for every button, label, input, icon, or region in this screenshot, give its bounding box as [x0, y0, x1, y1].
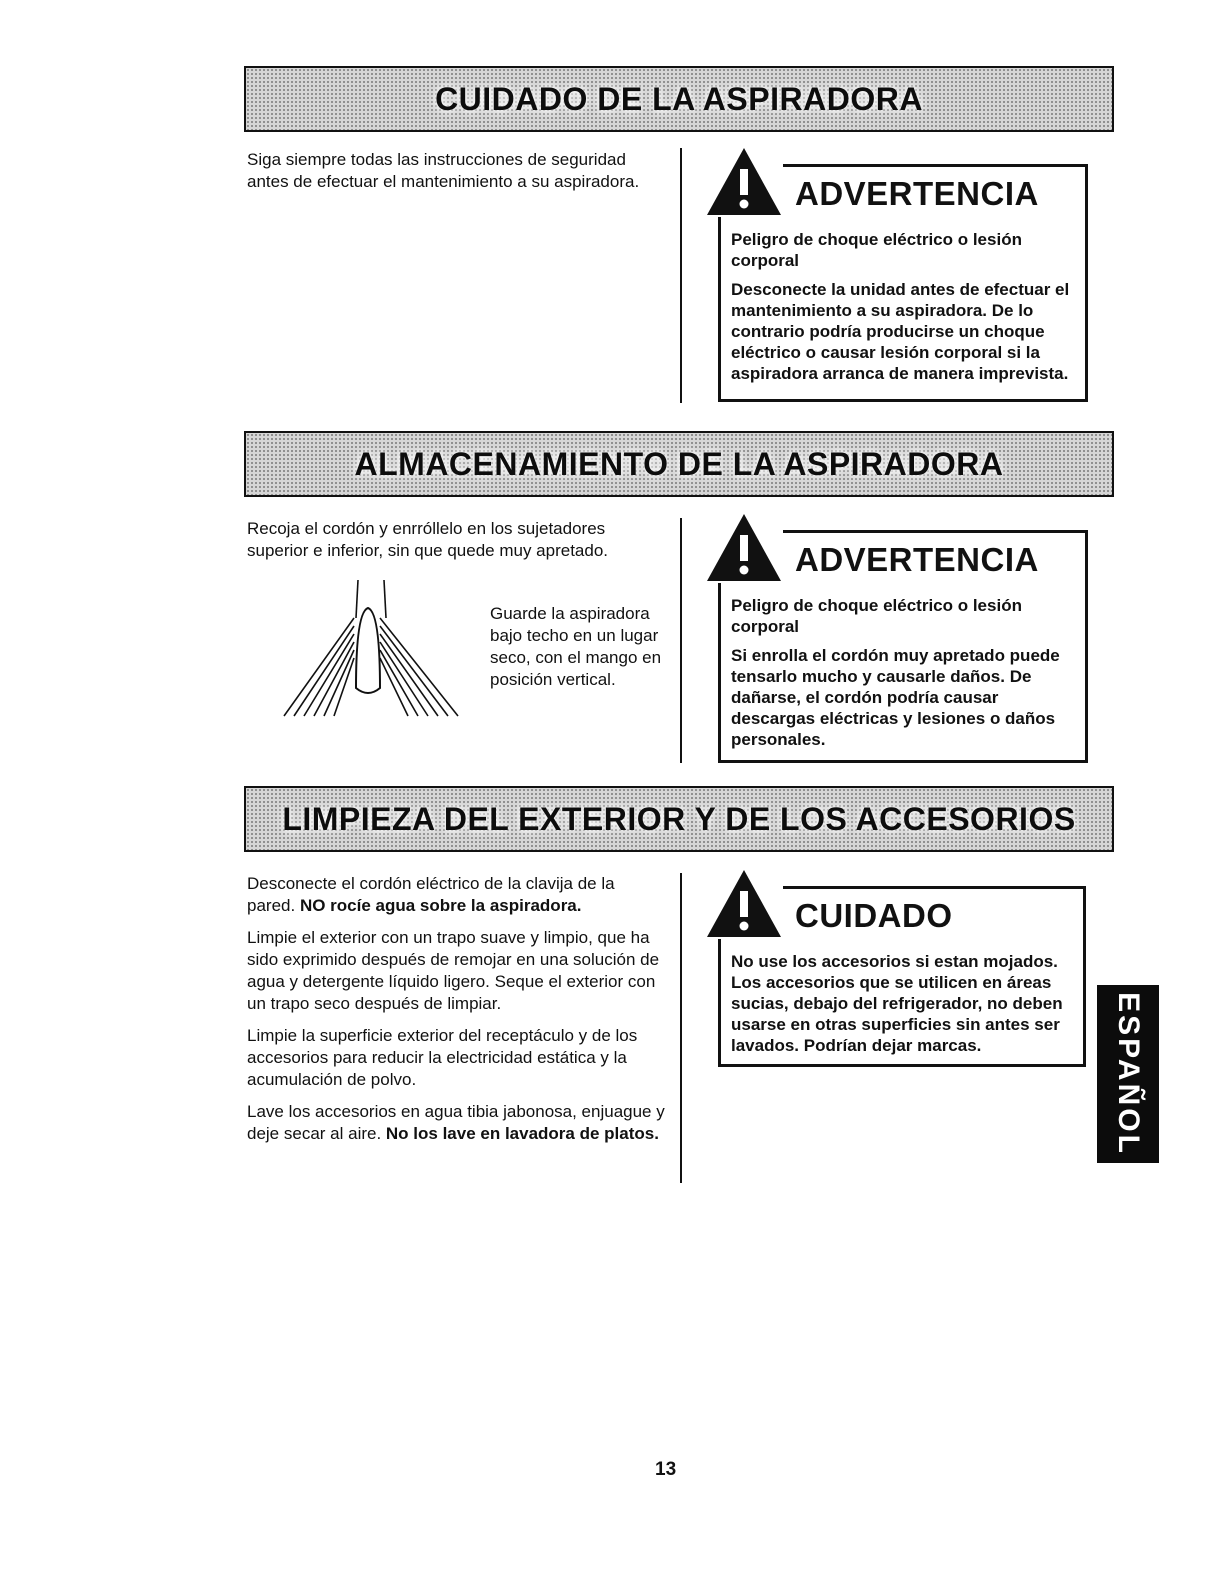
- cord-wrapped-handle-illustration: [276, 578, 466, 720]
- paragraph-emphasis: No los lave en lavadora de platos.: [385, 1124, 659, 1143]
- cleaning-paragraph-2: Limpie el exterior con un trapo suave y limpio, que ha sido exprimido después de remojar en una solución de agua y detergente líquido ligero. Seque el exterior con un trapo seco después de limpiar.: [247, 928, 660, 1013]
- caution-heading: CUIDADO: [795, 897, 953, 934]
- warning-body: [731, 595, 1075, 758]
- caution-body: [731, 951, 1073, 1064]
- language-side-tab: [1097, 985, 1159, 1163]
- section-banner-limpieza: [244, 786, 1114, 852]
- warning-box: [718, 530, 1088, 763]
- section-title: ALMACENAMIENTO DE LA ASPIRADORA: [354, 445, 1004, 482]
- intro-text: Recoja el cordón y enrróllelo en los sujetadores superior e inferior, sin que quede muy apretado.: [247, 519, 609, 560]
- column-divider: [680, 873, 682, 1183]
- cleaning-paragraph-1: [247, 873, 667, 917]
- warning-text: Si enrolla el cordón muy apretado puede tensarlo mucho y causarle daños. De dañarse, el cordón podría causar descargas eléctricas y lesiones o daños personales.: [731, 646, 1060, 749]
- cleaning-paragraph-3: Limpie la superficie exterior del receptáculo y de los accesorios para reducir la electricidad estática y la acumulación de polvo.: [247, 1026, 638, 1089]
- paragraph-text: Lave los accesorios en agua tibia jabonosa, enjuague y deje secar al aire.: [247, 1102, 665, 1143]
- section-banner-almacenamiento: [244, 431, 1114, 497]
- warning-box: [718, 164, 1088, 402]
- section-banner-cuidado: [244, 66, 1114, 132]
- cleaning-instructions: [247, 873, 667, 1155]
- warning-heading: ADVERTENCIA: [795, 175, 1039, 212]
- cleaning-paragraph-4: [247, 1101, 667, 1145]
- storage-note: [490, 603, 665, 701]
- intro-text: Siga siempre todas las instrucciones de seguridad antes de efectuar el mantenimiento a su aspiradora.: [247, 150, 640, 191]
- warning-triangle-icon: [705, 145, 783, 217]
- warning-heading: ADVERTENCIA: [795, 541, 1039, 578]
- caution-box: [718, 886, 1086, 1067]
- language-label: ESPAÑOL: [1112, 992, 1146, 1156]
- warning-text: Desconecte la unidad antes de efectuar el mantenimiento a su aspiradora. De lo contrario podría producirse un choque eléctrico o causar lesión corporal si la aspiradora arranca de manera imprevista.: [731, 280, 1070, 383]
- warning-subtitle: Peligro de choque eléctrico o lesión corporal: [731, 230, 1022, 270]
- column-divider: [680, 518, 682, 763]
- page-number: 13: [655, 1459, 677, 1480]
- section-intro: [247, 149, 667, 203]
- section-intro: [247, 518, 667, 572]
- section-title: CUIDADO DE LA ASPIRADORA: [435, 80, 923, 117]
- warning-triangle-icon: [705, 867, 783, 939]
- paragraph-text: Desconecte el cordón eléctrico de la clavija de la pared.: [247, 874, 615, 915]
- caution-text: No use los accesorios si estan mojados. Los accesorios que se utilicen en áreas sucias, debajo del refrigerador, no deben usarse en otras superficies sin antes ser lavados. Podrían dejar marcas.: [731, 952, 1063, 1055]
- warning-subtitle: Peligro de choque eléctrico o lesión corporal: [731, 596, 1022, 636]
- note-text: Guarde la aspiradora bajo techo en un lugar seco, con el mango en posición vertical.: [490, 604, 662, 689]
- paragraph-emphasis: NO rocíe agua sobre la aspiradora.: [299, 896, 582, 915]
- warning-body: [731, 229, 1075, 392]
- section-title: LIMPIEZA DEL EXTERIOR Y DE LOS ACCESORIOS: [282, 800, 1076, 837]
- warning-triangle-icon: [705, 511, 783, 583]
- column-divider: [680, 148, 682, 403]
